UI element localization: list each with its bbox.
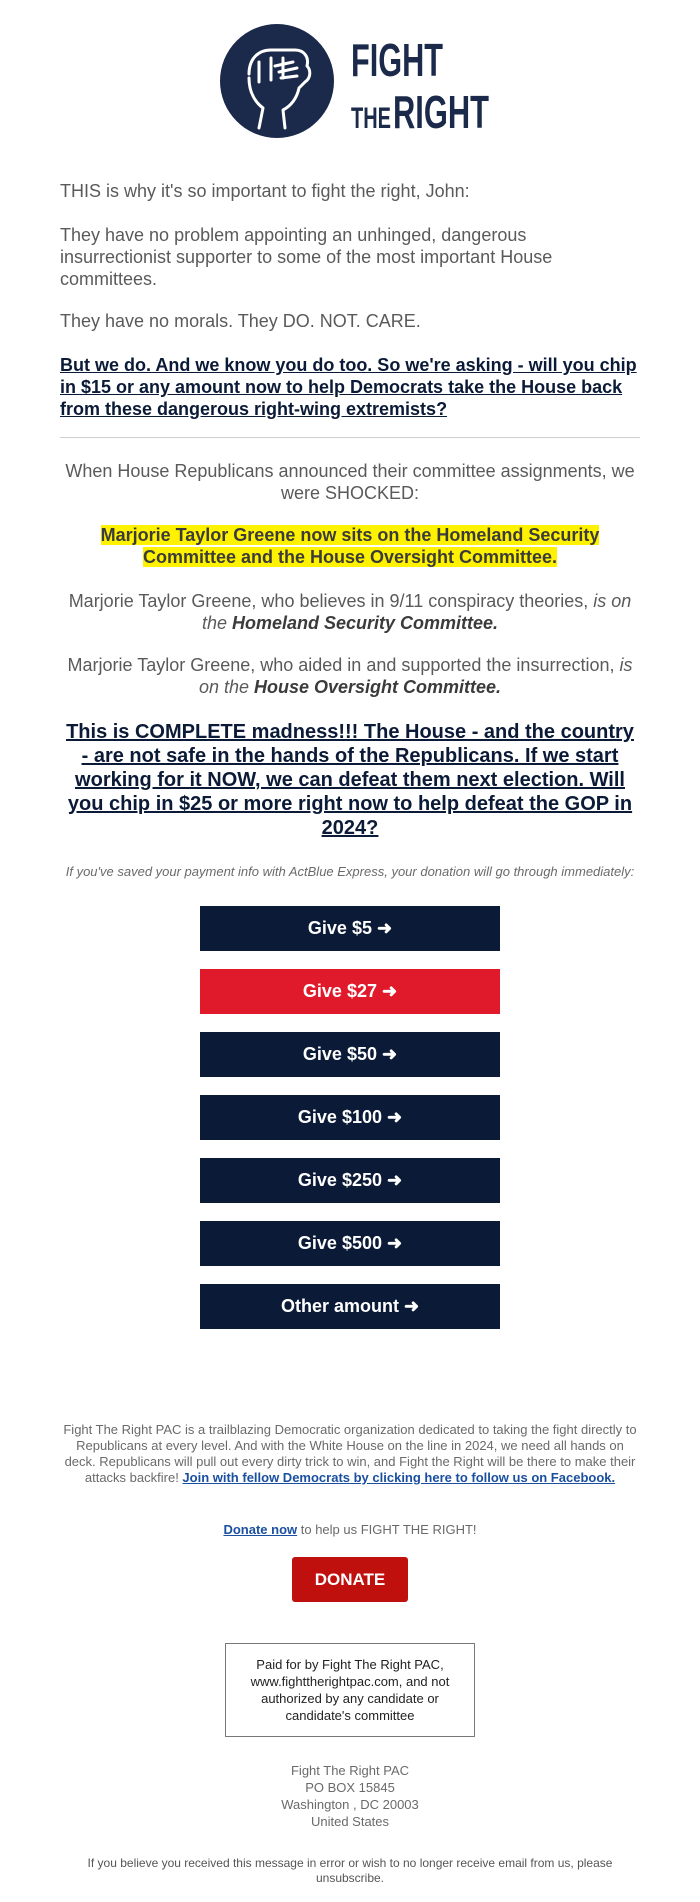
intro-paragraph-morals: They have no morals. They DO. NOT. CARE. xyxy=(60,311,421,331)
address-pobox: PO BOX 15845 xyxy=(305,1780,395,1795)
actblue-express-note: If you've saved your payment info with ActBlue Express, your donation will go through immediately: xyxy=(65,864,635,879)
greene-911-is-on: is on the xyxy=(201,591,632,633)
give-27-button[interactable]: Give $27 ➜ xyxy=(200,969,500,1014)
chip-in-25-link[interactable]: This is COMPLETE madness!!! The House - and the country - are not safe in the hands of the Republicans. If we start working for it NOW, we can defeat them next election. Will you chip in $25 or more right now to help defeat the GOP in 2024? xyxy=(66,721,634,839)
house-oversight-committee-text: House Oversight Committee. xyxy=(253,677,502,697)
greene-insurrection-text: Marjorie Taylor Greene, who aided in and supported the insurrection, xyxy=(67,655,620,675)
intro-paragraph-appointment: They have no problem appointing an unhinged, dangerous insurrectionist supporter to some of the most important House committees. xyxy=(60,225,553,289)
highlighted-greene-committees: Marjorie Taylor Greene now sits on the Homeland Security Committee and the House Oversight Committee. xyxy=(100,525,600,567)
paid-for-disclaimer-box xyxy=(225,1643,475,1737)
donate-now-paragraph xyxy=(60,1522,640,1538)
chip-in-15-paragraph xyxy=(60,354,640,420)
logo-word-the: THE xyxy=(351,102,391,135)
intro-greeting: THIS is why it's so important to fight the right, John: xyxy=(60,181,470,201)
give-100-button[interactable]: Give $100 ➜ xyxy=(200,1095,500,1140)
unsubscribe-note[interactable]: If you believe you received this message in error or wish to no longer receive email from us, please unsubscribe. xyxy=(87,1856,613,1885)
address-org: Fight The Right PAC xyxy=(290,1763,409,1778)
facebook-follow-link[interactable]: Join with fellow Democrats by clicking here to follow us on Facebook. xyxy=(182,1470,616,1485)
greene-insurrection-is-on: is on the xyxy=(198,655,633,697)
homeland-security-committee-text: Homeland Security Committee. xyxy=(231,613,499,633)
donate-button[interactable]: DONATE xyxy=(292,1557,408,1602)
address-country: United States xyxy=(310,1814,390,1829)
donate-now-rest: to help us FIGHT THE RIGHT! xyxy=(297,1522,477,1537)
greene-911-text: Marjorie Taylor Greene, who believes in 9/11 conspiracy theories, xyxy=(68,591,594,611)
give-500-button[interactable]: Give $500 ➜ xyxy=(200,1221,500,1266)
give-250-button[interactable]: Give $250 ➜ xyxy=(200,1158,500,1203)
donate-now-link[interactable]: Donate now xyxy=(223,1522,298,1537)
fist-emblem-circle xyxy=(220,24,334,138)
chip-in-15-link[interactable]: But we do. And we know you do too. So we're asking - will you chip in $15 or any amount now to help Democrats take the House back from these dangerous right-wing extremists? xyxy=(60,355,637,419)
madness-paragraph xyxy=(60,720,640,840)
other-amount-button[interactable]: Other amount ➜ xyxy=(200,1284,500,1329)
paid-for-text: Paid for by Fight The Right PAC, www.fighttherightpac.com, and not authorized by any candidate or candidate's committee xyxy=(250,1657,450,1723)
address-city: Washington , DC 20003 xyxy=(281,1797,419,1812)
give-5-button[interactable]: Give $5 ➜ xyxy=(200,906,500,951)
divider xyxy=(60,437,640,438)
greene-homeland-paragraph xyxy=(60,590,640,634)
logo-word-fight: FIGHT xyxy=(351,34,443,86)
fight-the-right-logo xyxy=(219,22,489,140)
announce-paragraph: When House Republicans announced their committee assignments, we were SHOCKED: xyxy=(65,461,635,503)
logo-word-right: RIGHT xyxy=(393,86,489,138)
greene-oversight-paragraph xyxy=(60,654,640,698)
give-50-button[interactable]: Give $50 ➜ xyxy=(200,1032,500,1077)
mailing-address xyxy=(60,1762,640,1830)
about-pac-paragraph xyxy=(60,1422,640,1486)
about-pac-text: Fight The Right PAC is a trailblazing Democratic organization dedicated to taking the fight directly to Republicans at every level. And with the White House on the line in 2024, we need all hands on deck. Republicans will pull out every dirty trick to win, and Fight the Right will be there to make their attacks backfire! xyxy=(63,1422,637,1485)
highlight-paragraph xyxy=(60,524,640,568)
